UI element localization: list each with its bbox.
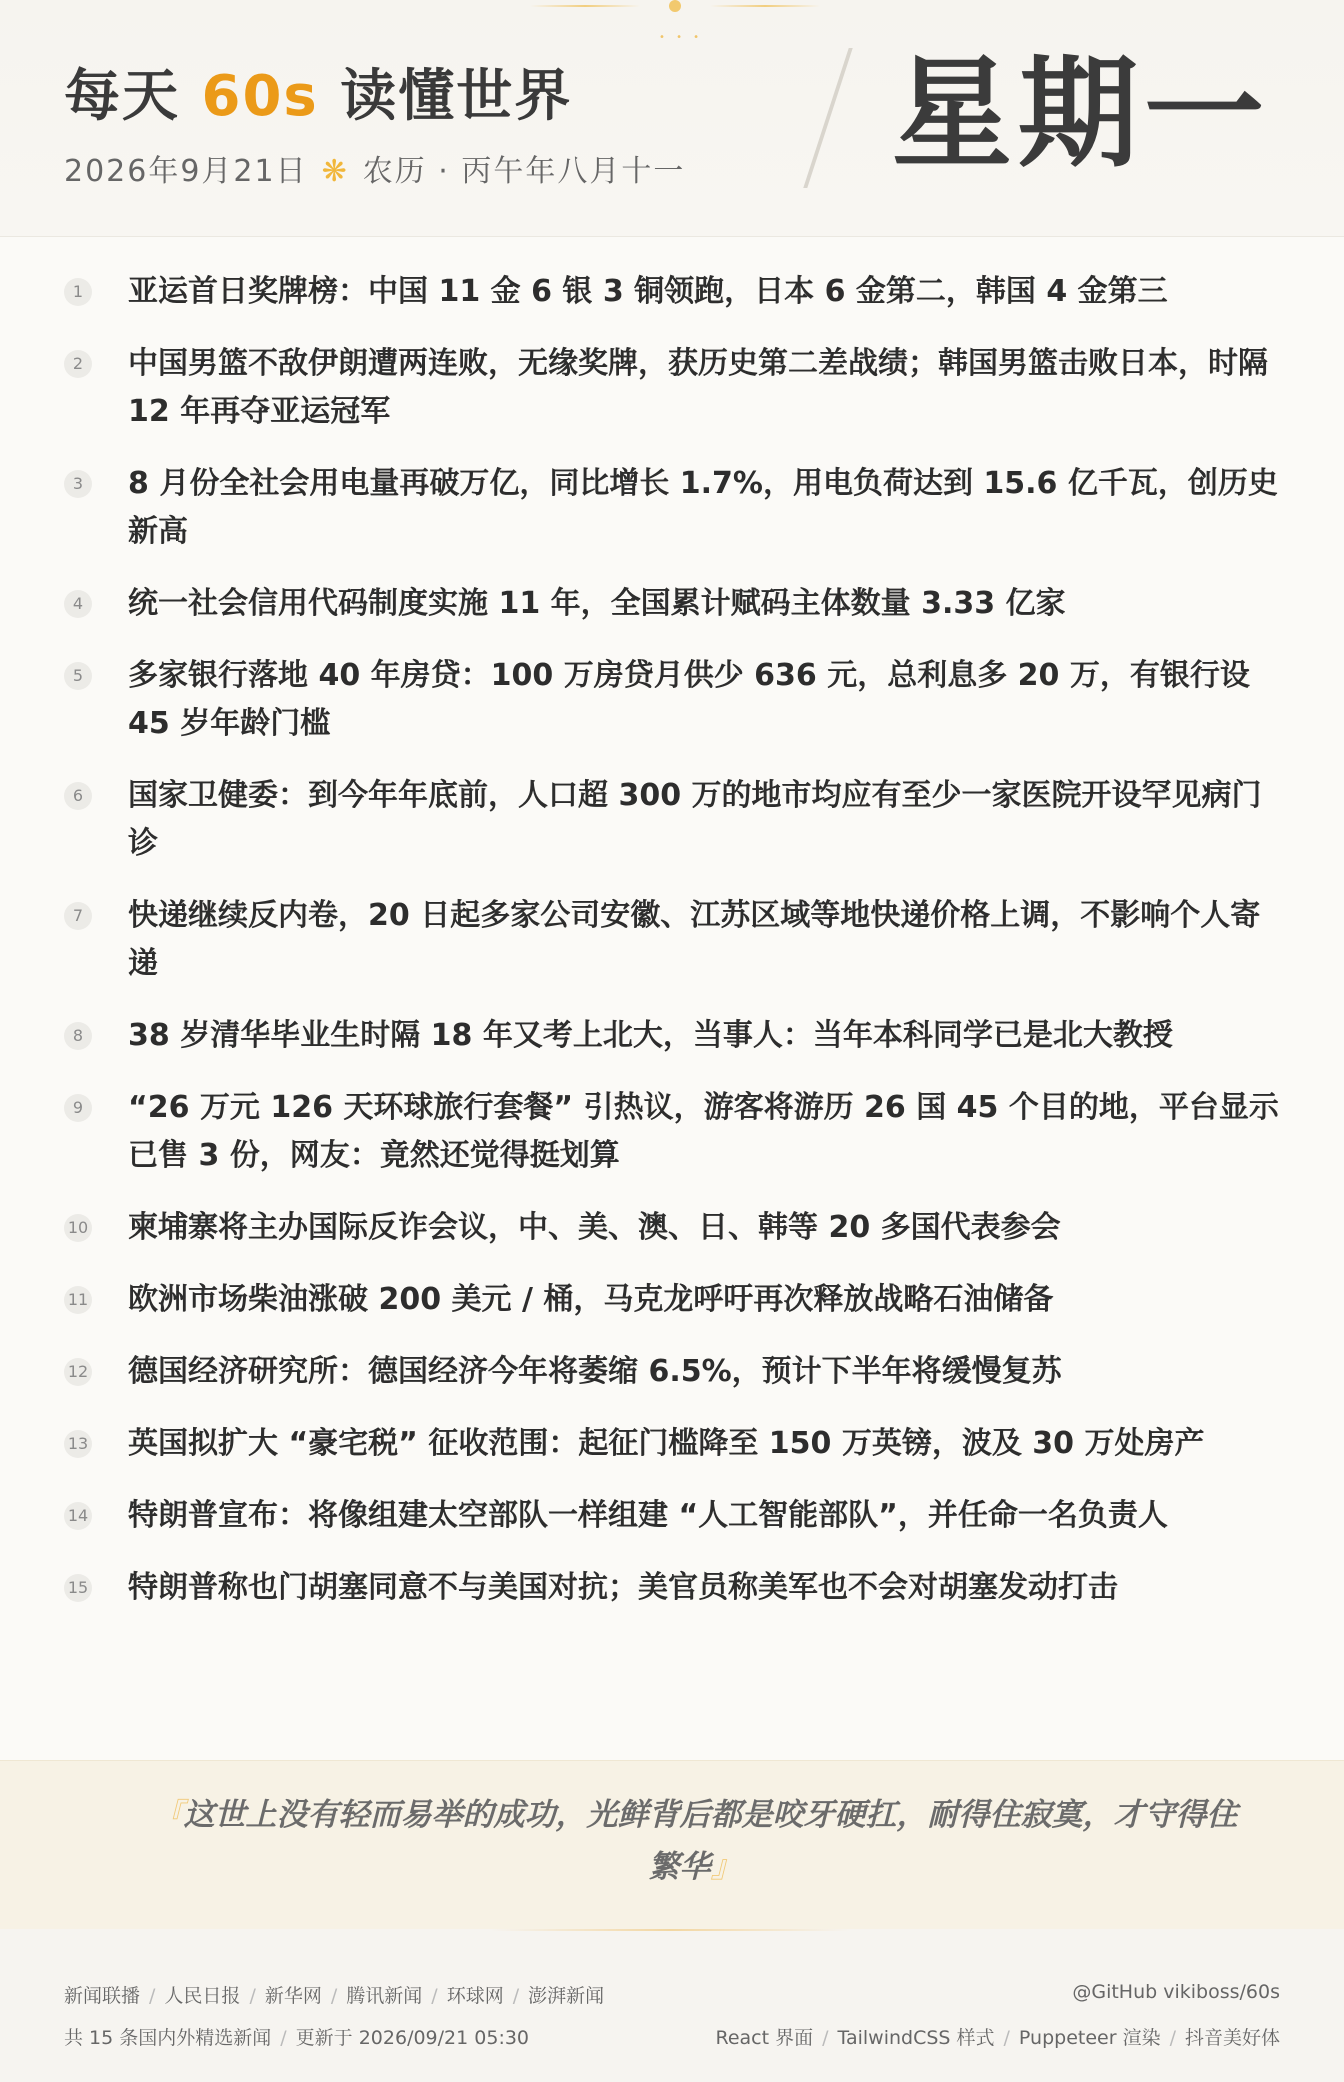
news-item [64, 1276, 1280, 1324]
news-text: 国家卫健委：到今年年底前，人口超 300 万的地市均应有至少一家医院开设罕见病门诊 [128, 778, 1262, 861]
news-text: 中国男篮不敌伊朗遭两连败，无缘奖牌，获历史第二差战绩；韩国男篮击败日本，时隔 12 年再夺亚运冠军 [128, 346, 1268, 429]
decor-dot [669, 0, 681, 12]
decor-line-left [530, 5, 640, 7]
quote-open-mark: 『 [152, 1797, 184, 1833]
header [0, 0, 1344, 237]
news-item [64, 652, 1280, 748]
news-number-badge: 11 [64, 1286, 92, 1314]
news-text: 多家银行落地 40 年房贷：100 万房贷月供少 636 元，总利息多 20 万，有银行设 45 岁年龄门槛 [128, 658, 1250, 741]
news-item [64, 268, 1280, 316]
news-item [64, 340, 1280, 436]
tech-item: 抖音美好体 [1184, 2027, 1280, 2049]
news-number-badge: 9 [64, 1094, 92, 1122]
header-divider [803, 48, 852, 188]
footer-divider: / [1003, 2027, 1010, 2049]
weekday-label: 星期一 [892, 45, 1270, 184]
title-accent: 60s [201, 64, 319, 129]
tech-item: React 界面 [715, 2027, 814, 2049]
date-text: 2026年9月21日 [64, 154, 308, 189]
quote-text: 这世上没有轻而易举的成功，光鲜背后都是咬牙硬扛，耐得住寂寞，才守得住繁华 [183, 1797, 1238, 1885]
daily-quote [140, 1789, 1250, 1893]
title-prefix: 每天 [64, 64, 202, 129]
updated-time: 更新于 2026/09/21 05:30 [295, 2027, 530, 2049]
news-list [64, 268, 1280, 1636]
tech-item: TailwindCSS 样式 [837, 2027, 995, 2049]
source-item: 新闻联播 [64, 1985, 141, 2007]
news-item [64, 1420, 1280, 1468]
news-number-badge: 2 [64, 350, 92, 378]
news-text: 特朗普称也门胡塞同意不与美国对抗；美官员称美军也不会对胡塞发动打击 [128, 1570, 1118, 1605]
news-number-badge: 5 [64, 662, 92, 690]
news-item [64, 1012, 1280, 1060]
news-text: 德国经济研究所：德国经济今年将萎缩 6.5%，预计下半年将缓慢复苏 [128, 1354, 1062, 1389]
quote-section [0, 1760, 1344, 1930]
decor-dashes: • • • [659, 32, 704, 43]
news-count: 共 15 条国内外精选新闻 [64, 2027, 272, 2049]
news-text: 统一社会信用代码制度实施 11 年，全国累计赋码主体数量 3.33 亿家 [128, 586, 1066, 621]
source-item: 人民日报 [164, 1985, 241, 2007]
lunar-date: 农历 · 丙午年八月十一 [362, 154, 686, 189]
news-sources [64, 1981, 604, 2008]
news-number-badge: 7 [64, 902, 92, 930]
news-text: 柬埔寨将主办国际反诈会议，中、美、澳、日、韩等 20 多国代表参会 [128, 1210, 1061, 1245]
news-item [64, 772, 1280, 868]
news-item [64, 1492, 1280, 1540]
news-number-badge: 12 [64, 1358, 92, 1386]
news-number-badge: 1 [64, 278, 92, 306]
footer-divider: / [249, 1985, 256, 2007]
news-number-badge: 14 [64, 1502, 92, 1530]
news-number-badge: 4 [64, 590, 92, 618]
news-text: 8 月份全社会用电量再破万亿，同比增长 1.7%，用电负荷达到 15.6 亿千瓦，创历史新高 [128, 466, 1278, 549]
source-item: 澎湃新闻 [528, 1985, 605, 2007]
news-text: 欧洲市场柴油涨破 200 美元 / 桶，马克龙呼吁再次释放战略石油储备 [128, 1282, 1054, 1317]
top-decoration [530, 0, 820, 43]
news-item [64, 1204, 1280, 1252]
news-text: 特朗普宣布：将像组建太空部队一样组建 “人工智能部队”，并任命一名负责人 [128, 1498, 1168, 1533]
news-text: 亚运首日奖牌榜：中国 11 金 6 银 3 铜领跑，日本 6 金第二，韩国 4 金第三 [128, 274, 1168, 309]
news-number-badge: 6 [64, 782, 92, 810]
news-text: 英国拟扩大 “豪宅税” 征收范围：起征门槛降至 150 万英镑，波及 30 万处房产 [128, 1426, 1205, 1461]
source-item: 环球网 [446, 1985, 504, 2007]
date-line [64, 146, 685, 190]
footer-meta [64, 2023, 529, 2050]
footer [0, 1929, 1344, 2082]
meta-divider: / [280, 2027, 287, 2049]
news-item [64, 892, 1280, 988]
footer-divider: / [149, 1985, 156, 2007]
news-text: 快递继续反内卷，20 日起多家公司安徽、江苏区域等地快递价格上调，不影响个人寄递 [128, 898, 1261, 981]
title-suffix: 读懂世界 [318, 64, 573, 129]
news-number-badge: 3 [64, 470, 92, 498]
news-number-badge: 10 [64, 1214, 92, 1242]
source-item: 腾讯新闻 [346, 1985, 423, 2007]
quote-close-mark: 』 [710, 1849, 742, 1885]
asterisk-icon: ❋ [321, 154, 349, 189]
news-item [64, 1564, 1280, 1612]
news-number-badge: 8 [64, 1022, 92, 1050]
source-item: 新华网 [264, 1985, 322, 2007]
footer-glow [490, 1929, 850, 1931]
news-number-badge: 15 [64, 1574, 92, 1602]
news-text: 38 岁清华毕业生时隔 18 年又考上北大，当事人：当年本科同学已是北大教授 [128, 1018, 1173, 1053]
news-item [64, 460, 1280, 556]
footer-divider: / [330, 1985, 338, 2007]
news-text: “26 万元 126 天环球旅行套餐” 引热议，游客将游历 26 国 45 个目的地，平台显示已售 3 份，网友：竟然还觉得挺划算 [128, 1090, 1279, 1173]
news-item [64, 1084, 1280, 1180]
page-title [64, 52, 572, 132]
decor-line-right [710, 5, 820, 7]
footer-divider: / [512, 1985, 520, 2007]
github-credit[interactable]: @GitHub vikiboss/60s [1072, 1981, 1280, 2003]
tech-stack [715, 2023, 1280, 2050]
news-item [64, 1348, 1280, 1396]
news-item [64, 580, 1280, 628]
footer-divider: / [1169, 2027, 1176, 2049]
news-number-badge: 13 [64, 1430, 92, 1458]
footer-divider: / [431, 1985, 438, 2007]
tech-item: Puppeteer 渲染 [1018, 2027, 1161, 2049]
footer-divider: / [822, 2027, 829, 2049]
